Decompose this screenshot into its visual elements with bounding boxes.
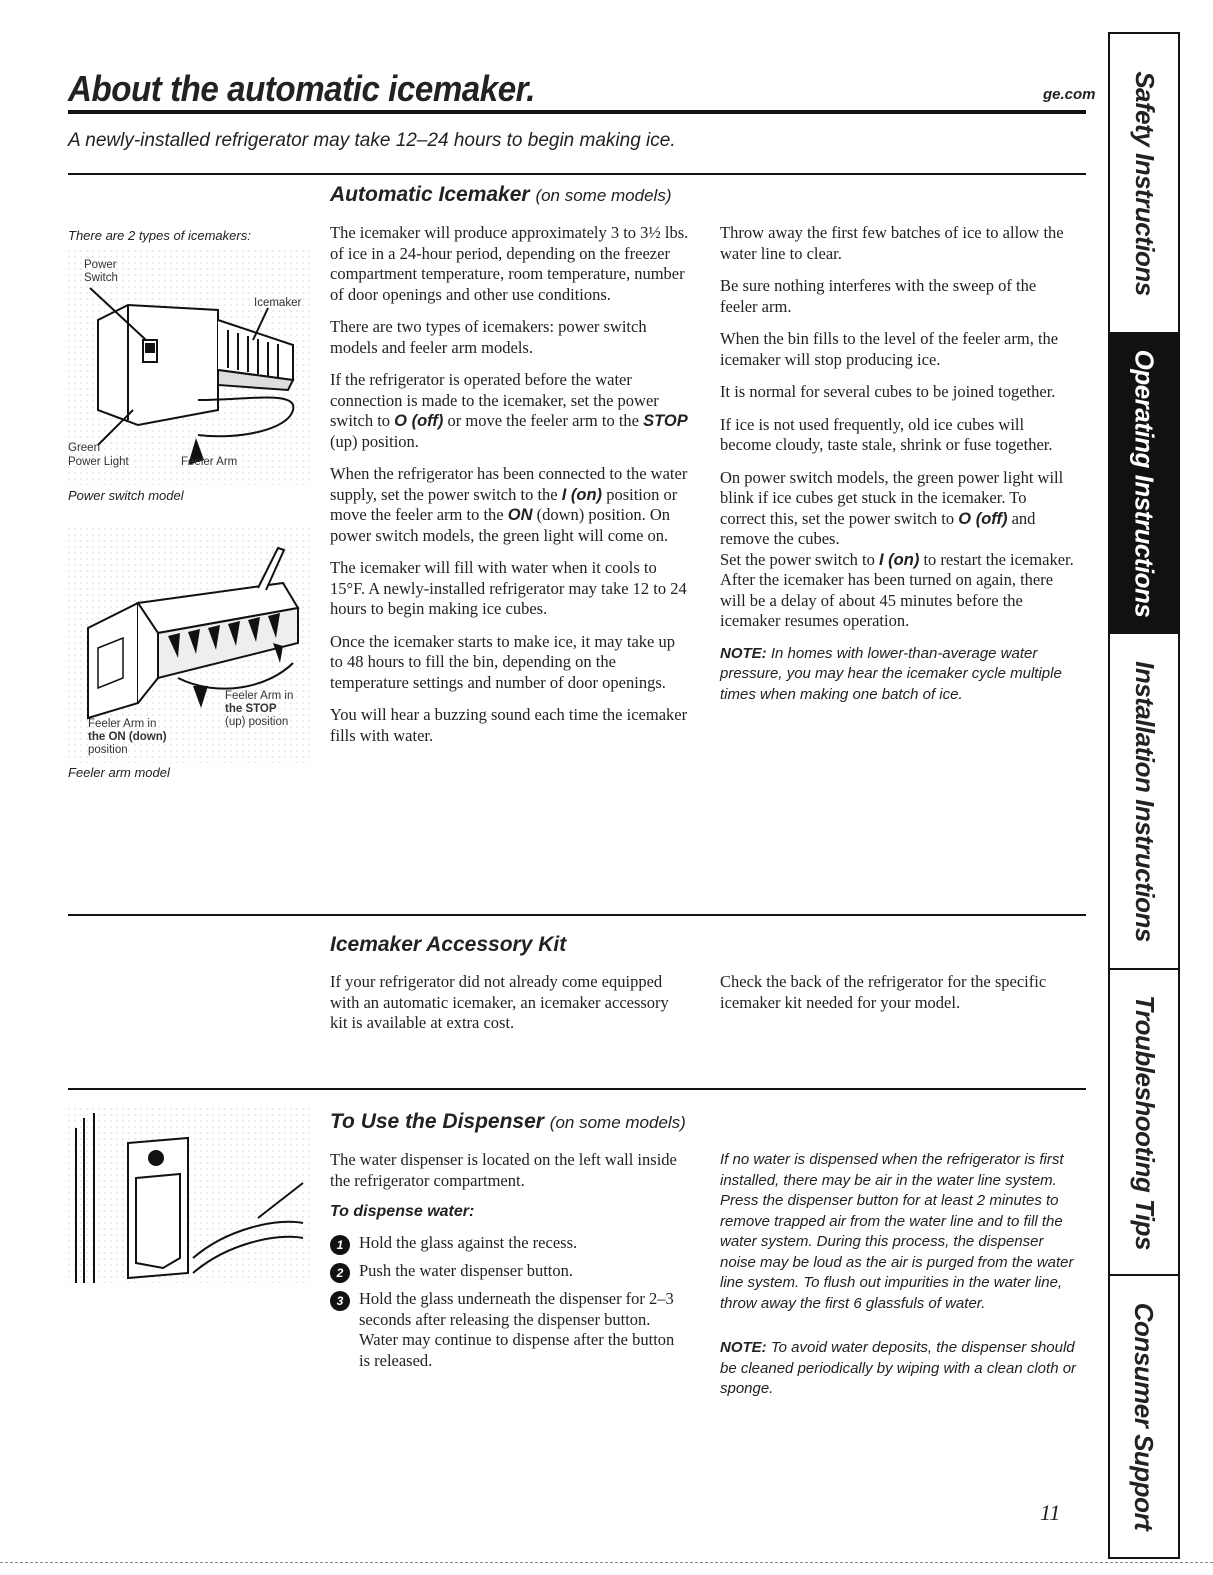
callout-text: the STOP (225, 703, 277, 715)
text: to restart the icemaker. After the icemaker has been turned on again, there will be a delay of about 45 minutes before the icemaker resumes operation. (720, 549, 1074, 630)
paragraph: The icemaker will produce approximately 3 to 3½ lbs. of ice in a 24-hour period, depending on the freezer compartment temperature, room temperature, number of door openings and other use conditions. (330, 223, 689, 304)
callout-text: the ON (down) (88, 731, 167, 743)
accessory-column-2 (720, 972, 1090, 1025)
text: On power switch models, the green power light will blink if ice cubes get stuck in the icemaker. To correct this, set the power switch to (720, 467, 1064, 528)
heading-note: (on some models) (549, 1113, 686, 1132)
section-heading-automatic-icemaker (330, 183, 672, 207)
icemaker-types-intro: There are 2 types of icemakers: (68, 228, 251, 243)
paragraph: Throw away the first few batches of ice to allow the water line to clear. (720, 223, 1064, 263)
text: and remove the cubes. (720, 508, 1036, 548)
paragraph: Once the icemaker starts to make ice, it may take up to 48 hours to fill the bin, depending on the temperature settings and number of door openings. (330, 631, 675, 692)
setting-off: O (off) (394, 412, 444, 430)
step-number: 3 (330, 1291, 350, 1311)
divider (68, 173, 1086, 175)
callout-text: position (88, 744, 128, 756)
bottom-rule (0, 1562, 1213, 1563)
site-url: ge.com (1043, 86, 1096, 103)
callout-text: Power (84, 259, 117, 271)
section-heading-accessory-kit: Icemaker Accessory Kit (330, 933, 567, 956)
tab-installation-instructions[interactable] (1110, 634, 1178, 970)
setting-on-arm: ON (507, 506, 533, 524)
callout-feeler-down (88, 718, 167, 757)
dispense-subheading: To dispense water: (330, 1203, 475, 1220)
water-dispenser-figure (68, 1108, 313, 1283)
paragraph (330, 370, 690, 452)
text: When the refrigerator has been connected to the water supply, set the power switch to the (330, 464, 688, 504)
tab-troubleshooting-tips[interactable] (1110, 970, 1178, 1276)
text: (down) position. On power switch models, the green light will come on. (330, 505, 671, 545)
figure-caption-feeler-arm: Feeler arm model (68, 765, 170, 780)
step-3 (330, 1289, 685, 1371)
paragraph: Be sure nothing interferes with the sweep of the feeler arm. (720, 276, 1037, 316)
setting-on: I (on) (879, 550, 920, 569)
water-dispenser-illustration (68, 1108, 313, 1283)
dispenser-tip: If no water is dispensed when the refrigerator is first installed, there may be air in the water line system. Press the dispenser button for at least 2 minutes to remove trapped air from the water line and to fill the water system. During this process, the dispenser noise may be loud as the air is purged from the water line system. To flush out impurities in the water line, throw away the first 6 glassfuls of water. (720, 1151, 1074, 1312)
setting-on: I (on) (561, 485, 603, 504)
note-label: NOTE: (720, 644, 767, 662)
heading-text: Automatic Icemaker (330, 183, 530, 206)
note (720, 644, 1075, 706)
text: If the refrigerator is operated before the water connection is made to the icemaker, set the power switch to (330, 370, 659, 430)
step-text: Hold the glass against the recess. (359, 1233, 578, 1252)
step-text: Hold the glass underneath the dispenser for 2–3 seconds after releasing the dispenser button. Water may continue to dispense after the button is released. (359, 1289, 675, 1370)
step-number: 1 (330, 1235, 350, 1255)
page-subtitle: A newly-installed refrigerator may take 12–24 hours to begin making ice. (68, 130, 676, 151)
note-text: To avoid water deposits, the dispenser should be cleaned periodically by wiping with a clean cloth or sponge. (720, 1339, 1077, 1397)
automatic-icemaker-column-2 (720, 223, 1075, 705)
callout-text: Switch (84, 272, 118, 284)
dispenser-column-2 (720, 1150, 1080, 1400)
text: or move the feeler arm to the (443, 411, 644, 430)
callout-feeler-arm: Feeler Arm (181, 456, 238, 468)
tab-label: Installation Instructions (1129, 660, 1160, 942)
section-tabs (1108, 32, 1180, 1559)
text: (up) position. (330, 431, 419, 451)
callout-text: Feeler Arm in (88, 718, 157, 730)
step-2 (330, 1261, 685, 1283)
paragraph: When the bin fills to the level of the feeler arm, the icemaker will stop producing ice. (720, 329, 1059, 369)
step-text: Push the water dispenser button. (359, 1261, 574, 1280)
paragraph: There are two types of icemakers: power switch models and feeler arm models. (330, 317, 647, 357)
note-text: In homes with lower-than-average water pressure, you may hear the icemaker cycle multiple times when making one batch of ice. (720, 644, 1062, 703)
paragraph: You will hear a buzzing sound each time the icemaker fills with water. (330, 705, 688, 745)
dispenser-column-1 (330, 1150, 685, 1377)
paragraph: If ice is not used frequently, old ice cubes will become cloudy, taste stale, shrink or fuse together. (720, 414, 1053, 454)
figure-caption-power-switch: Power switch model (68, 488, 184, 503)
heading-text: To Use the Dispenser (330, 1110, 544, 1133)
setting-off: O (off) (958, 509, 1008, 528)
tab-safety-instructions[interactable] (1110, 34, 1178, 334)
callout-feeler-up (225, 690, 293, 729)
callout-green: Green (68, 442, 100, 454)
page-number: 11 (1040, 1500, 1061, 1525)
tab-label: Operating Instructions (1129, 349, 1160, 617)
callout-text: (up) position (225, 716, 289, 728)
callout-power-light: Power Light (68, 456, 129, 468)
tab-consumer-support[interactable] (1110, 1276, 1178, 1557)
note-label: NOTE: (720, 1339, 767, 1356)
divider (68, 914, 1086, 916)
paragraph (330, 464, 690, 546)
section-heading-dispenser (330, 1110, 686, 1134)
heading-note: (on some models) (535, 186, 672, 205)
tab-label: Consumer Support (1129, 1302, 1160, 1531)
callout-icemaker: Icemaker (254, 297, 302, 309)
page-title: About the automatic icemaker. (68, 68, 536, 109)
paragraph: It is normal for several cubes to be joined together. (720, 382, 1056, 401)
paragraph (720, 468, 1075, 550)
paragraph: Check the back of the refrigerator for the specific icemaker kit needed for your model. (720, 972, 1047, 1012)
text: position or move the feeler arm to the (330, 484, 678, 524)
tab-operating-instructions[interactable] (1110, 334, 1178, 634)
tab-label: Troubleshooting Tips (1129, 994, 1160, 1250)
text: Set the power switch to (720, 549, 880, 569)
paragraph: The water dispenser is located on the left wall inside the refrigerator compartment. (330, 1150, 677, 1190)
paragraph (720, 550, 1075, 632)
header-rule (68, 110, 1086, 114)
callout-power-switch (84, 259, 118, 285)
accessory-column-1 (330, 972, 685, 1046)
callout-text: Feeler Arm in (225, 690, 294, 702)
tab-label: Safety Instructions (1129, 70, 1160, 296)
setting-stop: STOP (643, 412, 688, 430)
paragraph: If your refrigerator did not already come equipped with an automatic icemaker, an icemaker accessory kit is available at extra cost. (330, 972, 669, 1032)
automatic-icemaker-column-1 (330, 223, 690, 758)
note (720, 1338, 1080, 1400)
power-switch-icemaker-illustration (68, 250, 313, 485)
divider (68, 1088, 1086, 1090)
step-number: 2 (330, 1263, 350, 1283)
step-1 (330, 1233, 685, 1255)
power-switch-icemaker-figure (68, 250, 313, 485)
paragraph: The icemaker will fill with water when it cools to 15°F. A newly-installed refrigerator may take 12 to 24 hours to begin making ice cubes. (330, 558, 687, 618)
